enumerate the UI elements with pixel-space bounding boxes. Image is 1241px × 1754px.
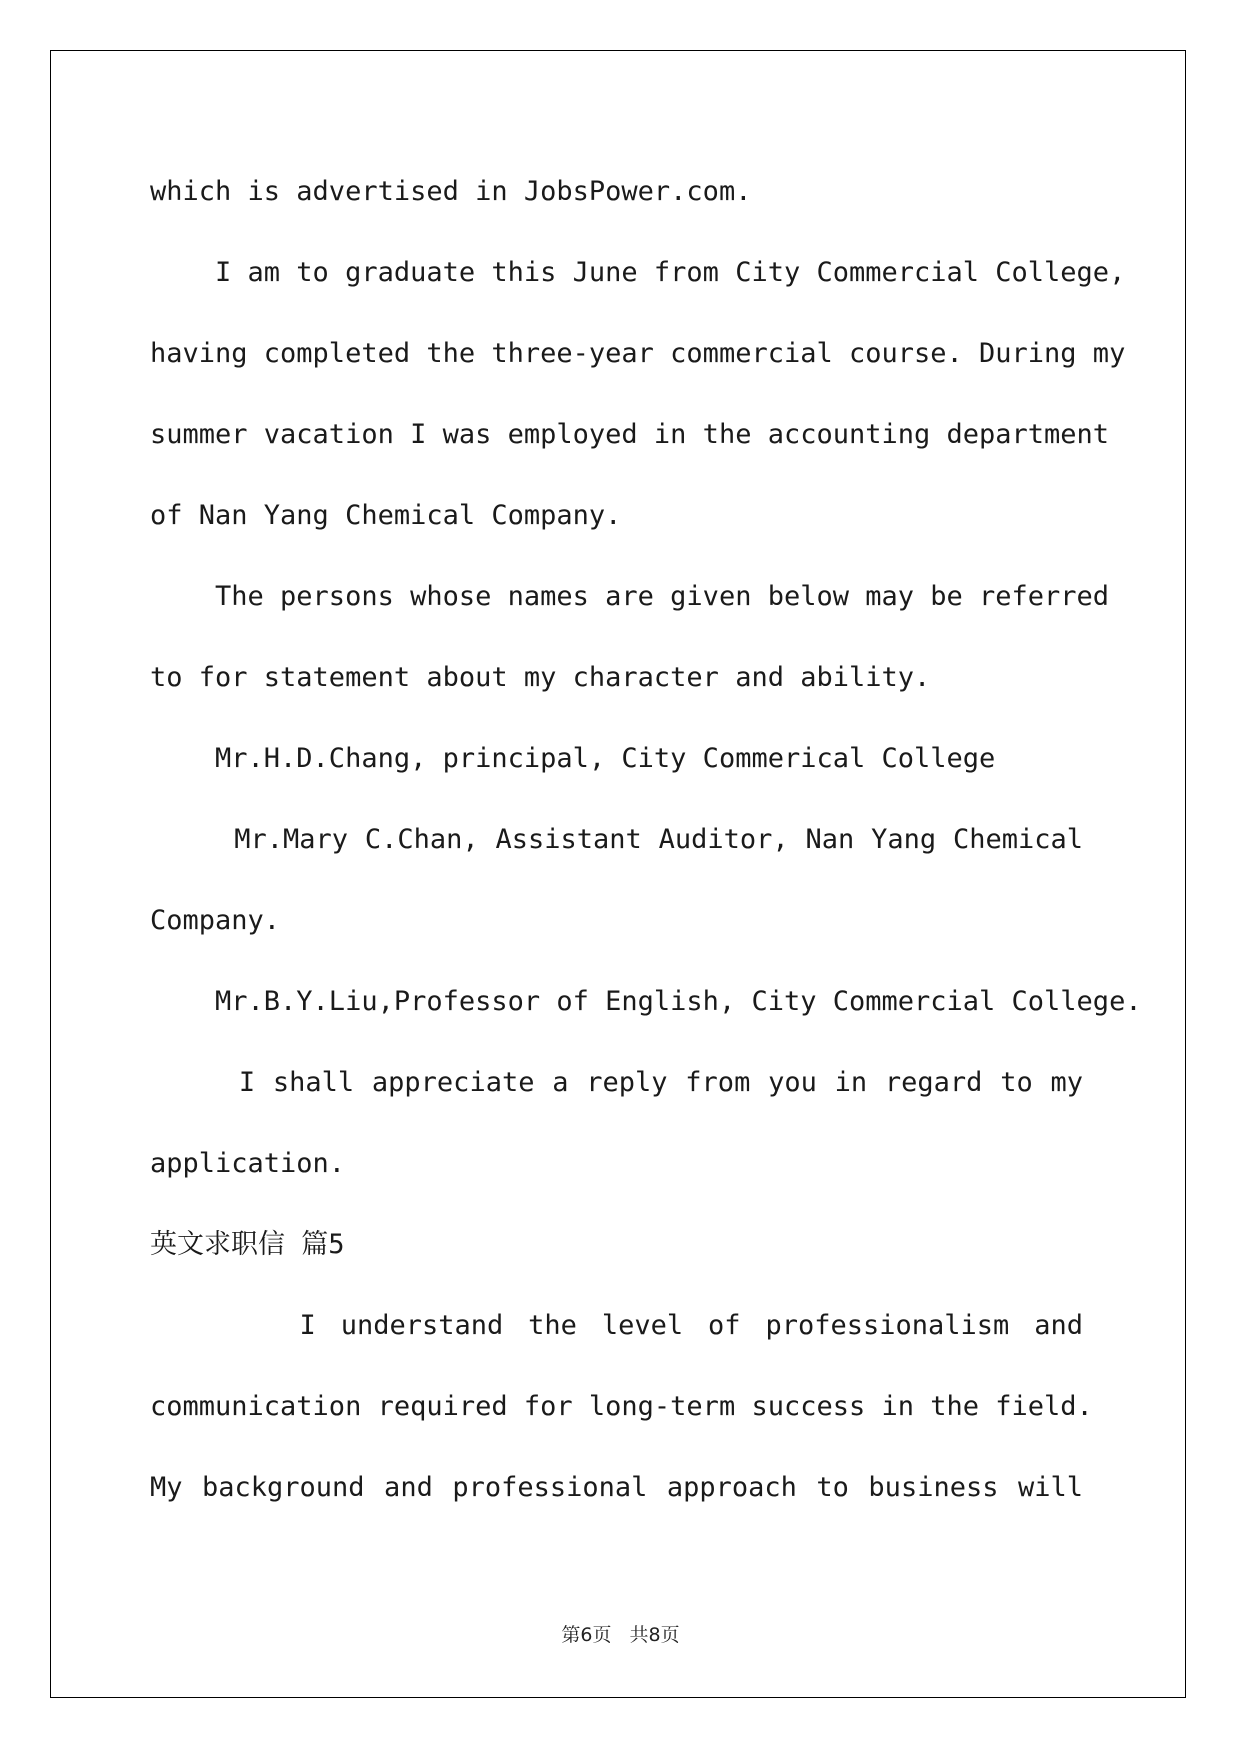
page-total: 共8页 <box>629 1624 680 1646</box>
text-line: I understand the level of professionalism and <box>150 1310 1083 1341</box>
text-line: Company. <box>150 905 281 936</box>
page-border <box>50 50 1186 1698</box>
text-line: communication required for long-term success in the field. <box>150 1391 1093 1422</box>
text-line: I am to graduate this June from City Commercial College, <box>150 257 1126 288</box>
text-line: having completed the three-year commercial course. During my <box>150 338 1126 369</box>
text-line: I shall appreciate a reply from you in regard to my <box>150 1067 1083 1098</box>
section-heading: 英文求职信 篇5 <box>150 1229 345 1260</box>
text-line: which is advertised in JobsPower.com. <box>150 176 752 207</box>
page-footer <box>0 1620 1241 1647</box>
text-line: The persons whose names are given below may be referred <box>150 581 1110 612</box>
text-line: to for statement about my character and ability. <box>150 662 931 693</box>
page-number: 第6页 <box>561 1624 612 1646</box>
text-line: summer vacation I was employed in the accounting department <box>150 419 1110 450</box>
text-line: Mr.Mary C.Chan, Assistant Auditor, Nan Yang Chemical <box>150 824 1083 855</box>
text-line: of Nan Yang Chemical Company. <box>150 500 622 531</box>
text-line: My background and professional approach to business will <box>150 1472 1083 1503</box>
text-line: application. <box>150 1148 346 1179</box>
text-line: Mr.B.Y.Liu,Professor of English, City Commercial College. <box>150 986 1142 1017</box>
text-line: Mr.H.D.Chang, principal, City Commerical College <box>150 743 996 774</box>
